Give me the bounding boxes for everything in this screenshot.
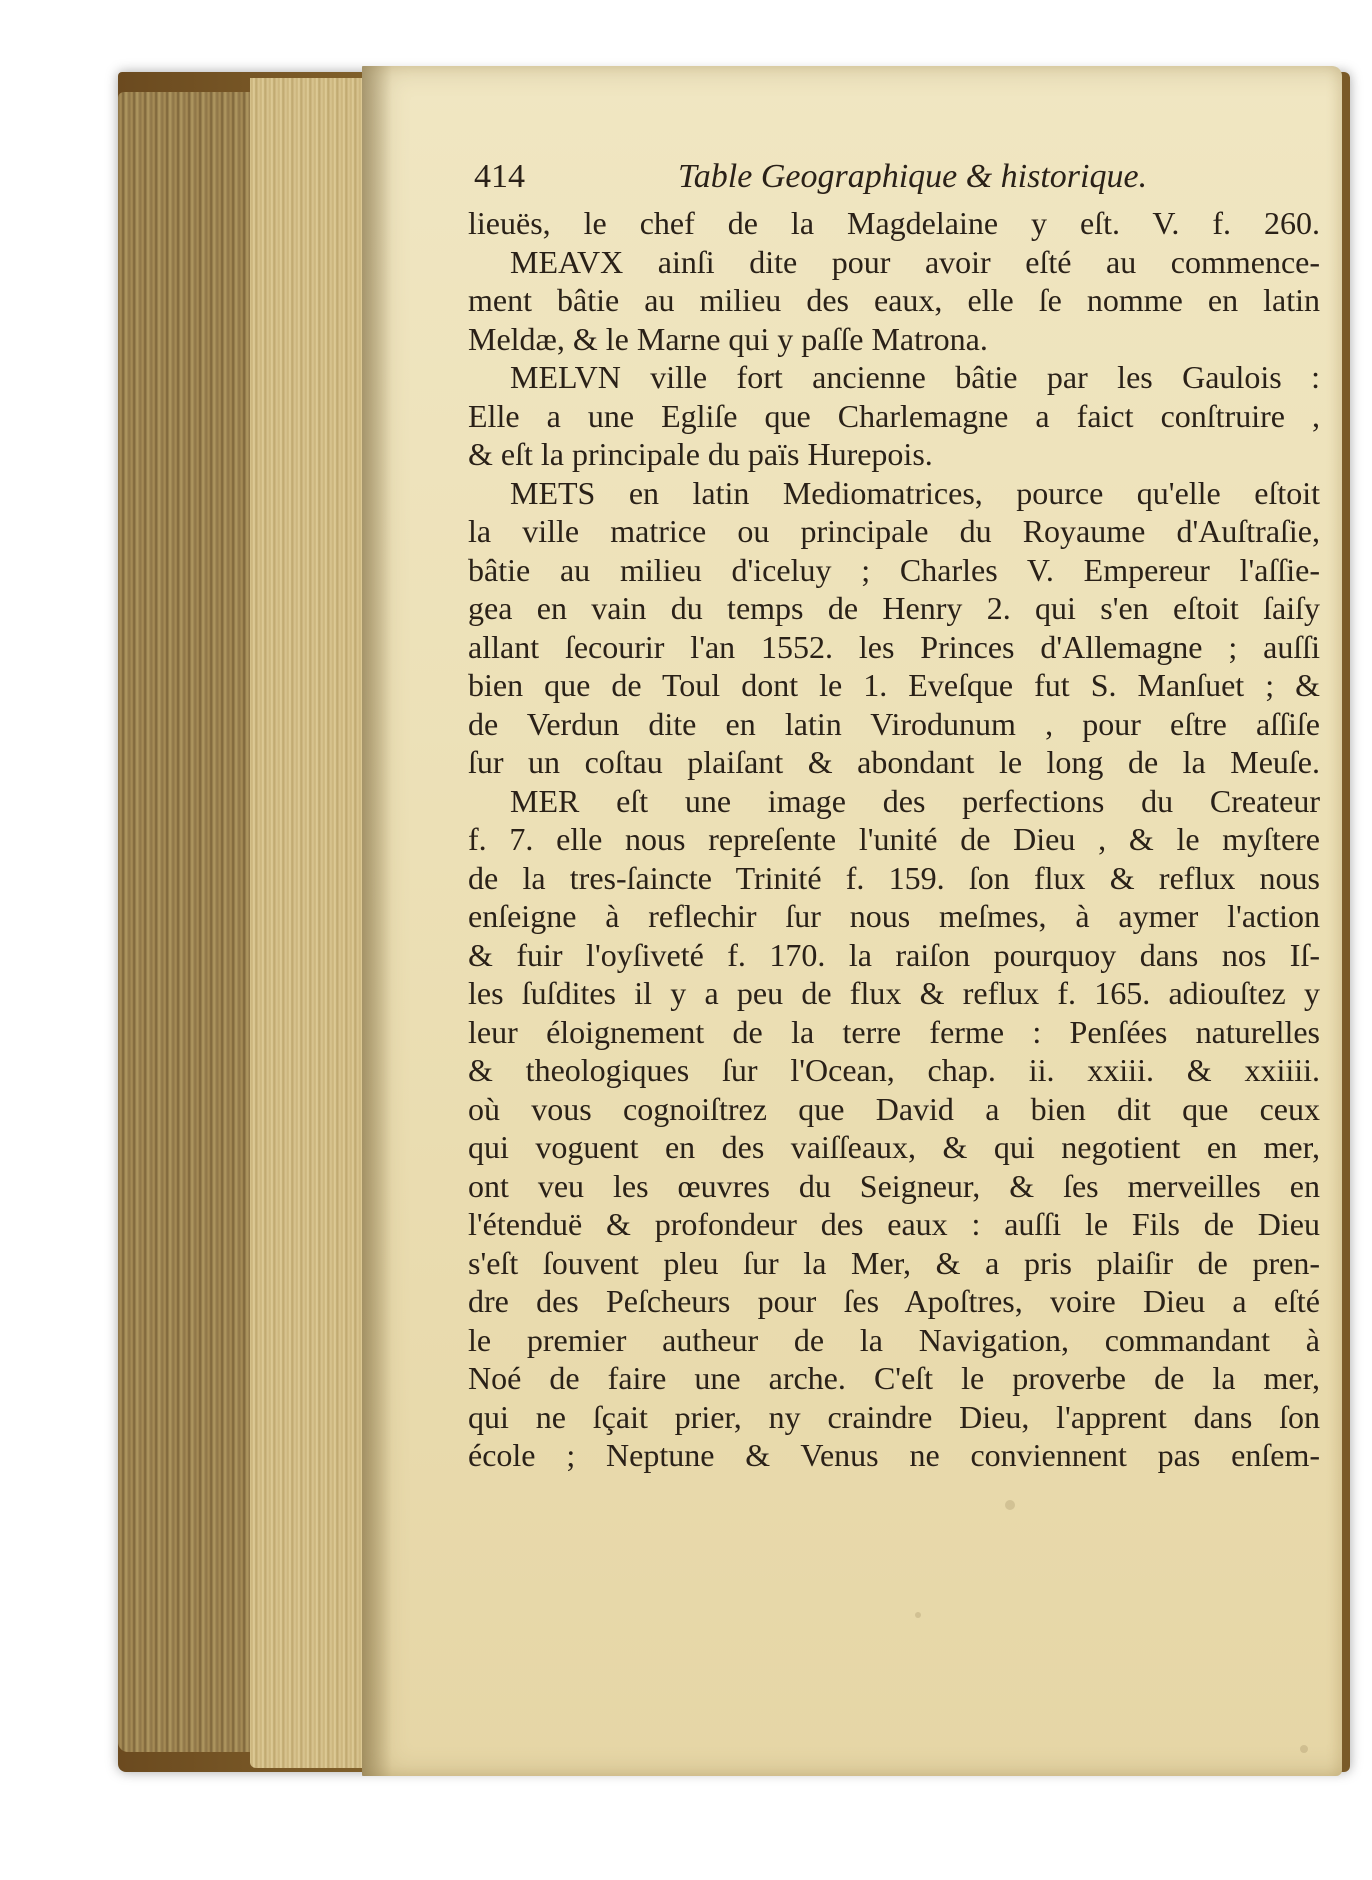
text-line: école ; Neptune & Venus ne conviennent pas enſem-: [468, 1437, 1320, 1473]
text-line: enſeigne à reflechir ſur nous meſmes, à aymer l'action: [468, 898, 1320, 934]
text-line: & eſt la principale du païs Hurepois.: [468, 436, 933, 472]
page-text: [468, 150, 1320, 1475]
text-line: MER eſt une image des perfections du Createur: [510, 782, 1320, 819]
text-line: ſur un coſtau plaiſant & abondant le long de la Meuſe.: [468, 744, 1320, 780]
text-line: bien que de Toul dont le 1. Eveſque fut S. Manſuet ; &: [468, 667, 1320, 703]
text-line: MELVN ville fort ancienne bâtie par les Gaulois :: [510, 359, 1320, 395]
text-line: s'eſt ſouvent pleu ſur la Mer, & a pris plaiſir de pren-: [468, 1244, 1320, 1281]
page-gutter: [362, 66, 392, 1776]
text-line: les ſuſdites il y a peu de flux & reflux f. 165. adiouſtez y: [468, 975, 1320, 1011]
text-line: & theologiques ſur l'Ocean, chap. ii. xxiii. & xxiiii.: [468, 1052, 1320, 1088]
text-line: où vous cognoiſtrez que David a bien dit que ceux: [468, 1090, 1320, 1127]
text-line: gea en vain du temps de Henry 2. qui s'en eſtoit ſaiſy: [468, 590, 1320, 626]
paper-spot: [1005, 1500, 1015, 1510]
page-edges-inner: [250, 78, 366, 1768]
text-line: allant ſecourir l'an 1552. les Princes d'Allemagne ; auſſi: [468, 628, 1320, 665]
running-title: Table Geographique & historique.: [678, 158, 1148, 195]
text-line: leur éloignement de la terre ferme : Penſées naturelles: [468, 1013, 1320, 1050]
text-line: lieuës, le chef de la Magdelaine y eſt. V. f. 260.: [468, 205, 1320, 241]
page-number: 414: [474, 158, 525, 195]
text-line: la ville matrice ou principale du Royaume d'Auſtraſie,: [468, 513, 1320, 549]
page-header: [468, 150, 1320, 204]
text-line: Noé de faire une arche. C'eſt le proverbe de la mer,: [468, 1360, 1320, 1396]
paper-spot: [1300, 1745, 1308, 1753]
text-line: qui voguent en des vaiſſeaux, & qui negotient en mer,: [468, 1129, 1320, 1165]
text-line: METS en latin Mediomatrices, pource qu'elle eſtoit: [510, 474, 1320, 511]
text-line: ment bâtie au milieu des eaux, elle ſe nomme en latin: [468, 282, 1320, 318]
text-line: l'étenduë & profondeur des eaux : auſſi le Fils de Dieu: [468, 1206, 1320, 1242]
text-line: de la tres-ſaincte Trinité f. 159. ſon flux & reflux nous: [468, 859, 1320, 896]
text-line: & fuir l'oyſiveté f. 170. la raiſon pourquoy dans nos Iſ-: [468, 936, 1320, 973]
text-line: de Verdun dite en latin Virodunum , pour eſtre aſſiſe: [468, 705, 1320, 742]
text-line: ont veu les œuvres du Seigneur, & ſes merveilles en: [468, 1167, 1320, 1204]
text-line: MEAVX ainſi dite pour avoir eſté au commence-: [510, 243, 1320, 280]
text-line: le premier autheur de la Navigation, commandant à: [468, 1321, 1320, 1358]
text-line: Meldæ, & le Marne qui y paſſe Matrona.: [468, 320, 988, 357]
text-line: Elle a une Egliſe que Charlemagne a faict conſtruire ,: [468, 397, 1320, 434]
text-line: f. 7. elle nous repreſente l'unité de Dieu , & le myſtere: [468, 821, 1320, 857]
paper-spot: [915, 1612, 921, 1618]
text-line: dre des Peſcheurs pour ſes Apoſtres, voire Dieu a eſté: [468, 1283, 1320, 1319]
text-line: qui ne ſçait prier, ny craindre Dieu, l'apprent dans ſon: [468, 1398, 1320, 1435]
text-line: bâtie au milieu d'iceluy ; Charles V. Empereur l'aſſie-: [468, 551, 1320, 588]
